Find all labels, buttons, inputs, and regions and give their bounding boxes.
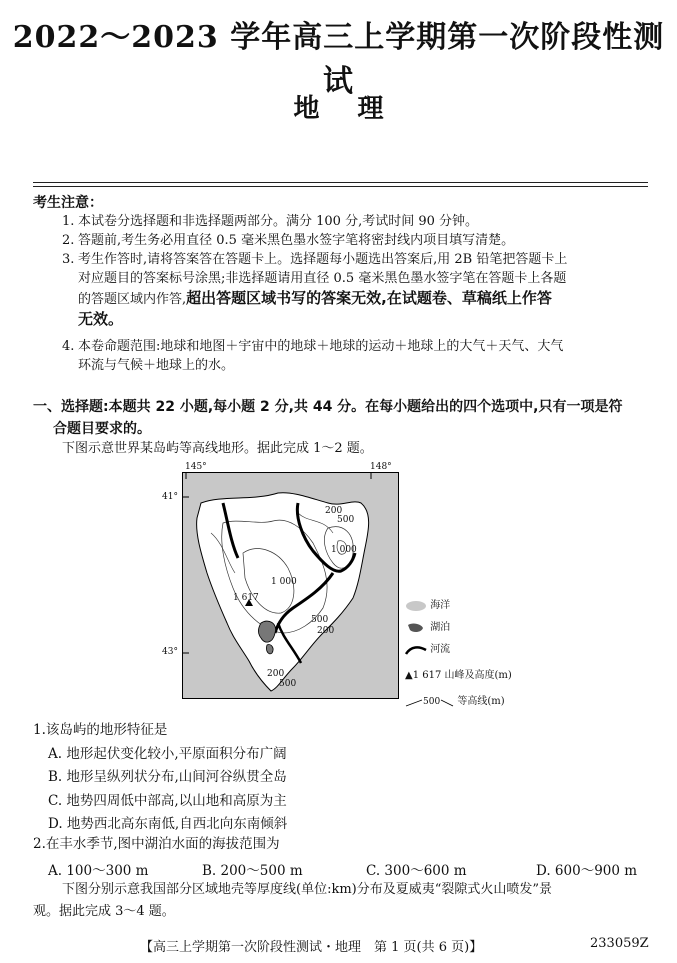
contour-label: 200 [317, 626, 335, 636]
notice-num: 1. [62, 214, 75, 229]
question-1-option-d: D. 地势西北高东南低,自西北向东南倾斜 [48, 816, 288, 832]
legend-river [405, 640, 450, 656]
contour-swatch-icon [405, 696, 423, 708]
contour-label: 1 617 [233, 593, 259, 603]
legend-lake [405, 618, 450, 634]
section-heading-line2: 合题目要求的。 [53, 421, 151, 437]
notice-num: 4. [62, 339, 75, 354]
notice-emphasis: 无效。 [78, 310, 124, 328]
notice-item-1 [62, 212, 652, 231]
exam-title: 2022～2023 学年高三上学期第一次阶段性测试 [12, 20, 665, 99]
intro-text-2-cont: 观。据此完成 3～4 题。 [33, 904, 175, 919]
question-1-option-b: B. 地形呈纵列状分布,山间河谷纵贯全岛 [48, 769, 287, 785]
notice-text: 本卷命题范围:地球和地图＋宇宙中的地球＋地球的运动＋地球上的大气＋天气、大气 [78, 339, 564, 354]
question-1-option-a: A. 地形起伏变化较小,平原面积分布广阔 [48, 746, 287, 762]
contour-sample: 500 [423, 697, 441, 707]
contour-label: 1 000 [331, 545, 357, 555]
legend-label: 河流 [430, 644, 451, 655]
notice-text: 考生作答时,请将答案答在答题卡上。选择题每小题选出答案后,用 2B 铅笔把答题卡上 [78, 252, 568, 267]
legend-label: 等高线(m) [457, 696, 505, 707]
notice-item-2 [62, 231, 652, 250]
notice-num: 2. [62, 233, 75, 248]
question-2-option-b: B. 200～500 m [202, 863, 303, 879]
notice-text-part: 的答题区域内作答, [78, 292, 187, 307]
notice-item-3 [62, 250, 652, 329]
ocean-swatch-icon [405, 600, 427, 612]
contour-label: 200 [267, 669, 285, 679]
contour-label: 1 000 [271, 577, 297, 587]
river-swatch-icon [405, 644, 427, 656]
question-2-option-a: A. 100～300 m [48, 863, 149, 879]
lat-label-43: 43° [162, 647, 178, 657]
section-heading [33, 396, 653, 440]
lon-label-145: 145° [185, 462, 207, 472]
notice-emphasis: 超出答题区域书写的答案无效,在试题卷、草稿纸上作答 [186, 289, 552, 307]
question-1-option-c: C. 地势四周低中部高,以山地和高原为主 [48, 793, 287, 809]
footer-page-info: 【高三上学期第一次阶段性测试・地理 第 1 页(共 6 页)】 [140, 940, 483, 955]
question-2-option-d: D. 600～900 m [536, 863, 638, 879]
contour-label: 500 [279, 679, 297, 689]
notice-item-4 [62, 337, 652, 375]
notice-text: 环流与气候＋地球上的水。 [78, 358, 235, 373]
subject-title: 地理 [293, 94, 422, 124]
notice-text [62, 288, 652, 310]
notice-text: 本试卷分选择题和非选择题两部分。满分 100 分,考试时间 90 分钟。 [78, 214, 479, 229]
notice-text: 答题前,考生务必用直径 0.5 毫米黑色墨水签字笔将密封线内项目填写清楚。 [78, 233, 515, 248]
legend-peak [405, 666, 512, 682]
notice-text: 对应题目的答案标号涂黑;非选择题请用直径 0.5 毫米黑色墨水签字笔在答题卡上各题 [78, 271, 567, 286]
legend-ocean [405, 596, 450, 612]
intro-text-1: 下图示意世界某岛屿等高线地形。据此完成 1～2 题。 [62, 441, 373, 456]
question-2-option-c: C. 300～600 m [366, 863, 467, 879]
legend-label: 湖泊 [430, 622, 451, 633]
footer-code: 233059Z [590, 936, 649, 951]
contour-label: 200 [325, 506, 343, 516]
legend-label: 海洋 [430, 600, 451, 611]
question-2-stem: 2.在丰水季节,图中湖泊水面的海拔范围为 [33, 836, 280, 852]
notice-heading: 考生注意： [33, 195, 103, 211]
section-heading-line1: 一、选择题:本题共 22 小题,每小题 2 分,共 44 分。在每小题给出的四个选项中,只有一项是符 [33, 399, 623, 415]
contour-swatch-icon [440, 696, 454, 708]
divider [33, 182, 648, 183]
contour-label: 500 [337, 515, 355, 525]
lat-label-41: 41° [162, 492, 178, 502]
notice-num: 3. [62, 252, 75, 267]
contour-label: 500 [311, 615, 329, 625]
legend-contour [405, 692, 505, 708]
question-1-stem: 1.该岛屿的地形特征是 [33, 722, 168, 738]
lake-swatch-icon [405, 622, 427, 634]
lon-label-148: 148° [370, 462, 392, 472]
divider [33, 186, 648, 187]
island-contour-map [182, 472, 399, 699]
intro-text-2: 下图分别示意我国部分区域地壳等厚度线(单位:km)分布及夏威夷“裂隙式火山喷发”景 [62, 882, 553, 897]
legend-label: ▲1 617 山峰及高度(m) [405, 670, 512, 681]
